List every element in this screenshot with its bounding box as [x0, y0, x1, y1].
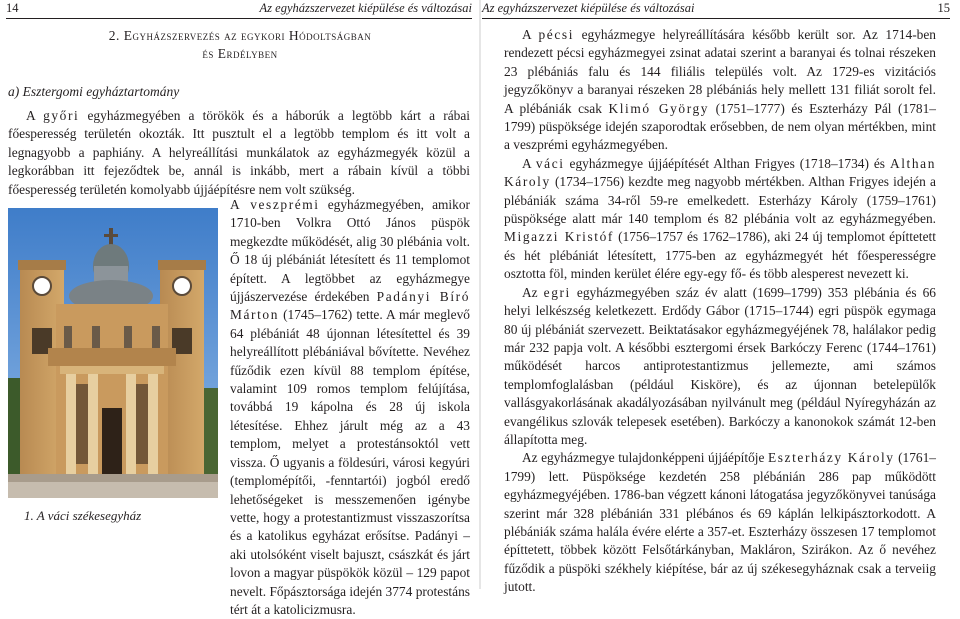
paragraph-vac: A váci egyházmegye újjáépítését Althan Frigyes (1718–1734) és Althan Károly (1734–1756) kezdte meg nagyobb mértékben. Althan Frigyes idején a plébániák száma 34-ről 59-re emelkedett. Esterházy Károly (1759–1761) püspöksége alatt már 140 templom és 82 plébánia volt az egyházmegyében. Migazzi Kristóf (1756–1757 és 1762–1786), aki 24 új templomot építtetett és hét plébániát létesített, 1775-ben az egyházmegyét hét főesperességre osztotta föl, minden kerület élére egy-egy fő- és több alesperest nevezett ki.: [504, 155, 936, 282]
left-running-header: [6, 0, 472, 19]
right-running-header: [482, 0, 950, 19]
paragraph-gyor: A győri egyházmegyében a törökök és a háborúk a legtöbb kárt a rábai főesperesség területén okozták. Itt pusztult el a legtöbb templom és itt volt a legnagyobb a paphiány. A helyreállítási munkálatok az egyházmegyék közül a legkorábban itt fejeződtek be, annál is inkább, mert a rábain kívül a többi főesperesség területén komolyabb újjáépítésre nem volt szükség.: [8, 108, 470, 197]
paragraph-eger: Az egri egyházmegyében száz év alatt (1699–1799) 353 plébánia és 66 helyi lelkészség keletkezett. Erdődy Gábor (1715–1744) egri püspök egymaga 80 új plébániát szervezett. Beiktatásakor egyházmegyéjének 78, halálakor pedig már 232 papja volt. A későbbi esztergomi érsek Barkóczy Ferenc (1744–1761) működését harcos antiprotestantizmus jellemezte, ami számos templomfoglalásban (például Kisköre), és az újonnan betelepülők vallásgyakorlásának akadályozásában nyilvánult meg (például Nyíregyházán az evangélikus szlovák telepesek esetében). Barkóczy a kanonokok számát 12-ben állapította meg.: [504, 284, 936, 447]
paragraph-pecs: A pécsi egyházmegye helyreállítására később került sor. Az 1714-ben rendezett pécsi egyházmegyei zsinat adatai szerint a baranyai és tolnai részeken 23 plébániás falu és 144 filiális település volt. Az 1729-es vizitációs jegyzőkönyv a baranyai részeken 28 plébániás hely mellett 131 filiát sorolt fel. A plébániák csak Klimó György (1751–1777) és Eszterházy Pál (1781–1799) püspöksége idején szaporodtak erősebben, de nem olyan mértékben, mint a veszprémi egyházmegyében.: [504, 27, 937, 153]
chapter-title-line-2: és Erdélyben: [202, 46, 278, 61]
left-running-title: Az egyházszervezet kiépülése és változásai: [259, 1, 472, 15]
figure-caption: 1. A váci székesegyház: [24, 508, 142, 523]
right-running-title: Az egyházszervezet kiépülése és változásai: [482, 1, 695, 15]
left-page: [0, 0, 480, 617]
right-text-column: [504, 26, 936, 597]
paragraph-eszterhazy: Az egyházmegye tulajdonképpeni újjáépítője Eszterházy Károly (1761–1799) lett. Püspöksége kezdetén 258 plébánián 286 pap működött egyházmegyéjében. 1786-ban végzett kánoni látogatása jegyzőkönyvei tanúsága szerint már 328 plébánián 331 plébános és 69 káplán lelkipásztorkodott. A plébániák száma halála évére elérte a 357-et. Eszterházy összesen 17 templomot építtetett, többek között Felsőtárkányban, Makláron, Szirákon. Az ő nevéhez fűződik a püspöki székhely kiépítése, bár az új székesegyháznak csak a terveiig jutott.: [504, 450, 936, 595]
section-subheading: a) Esztergomi egyháztartomány: [8, 84, 180, 99]
right-page: [480, 0, 960, 595]
right-page-number: 15: [937, 1, 950, 15]
paragraph-veszprem-wrap: A veszprémi egyházmegyében, amikor 1710-ben Volkra Ottó János püspök megkezdte működését, alig 30 plébánia volt. Ő 18 új plébániát létesített és 11 templomot épített. A legtöbbet az egyházmegye újjászervezése érdekében Padányi Bíró Márton (1745–1762) tette. A már meglevő 64 plébániát 48 újonnan létesítettel és 39 helyreállított plébániával bővítette. Nevéhez fűződik ezen kívül 88 templom építése, valamint 109 romos templom felújítása, továbbá 19 kápolna és 28 új iskola létesítése. Ehhez járult még az a 43 templom, melyet a protestánsoktól vett vissza. Ő ugyanis a földesúri, városi kegyúri (templomépítői, -fenntartói) jogból eredő lehetőségeket is messzemenően igénybe vette, hogy a protestantizmust visszaszorítsa és a katolikus egyházat erősítse. Padányi – aki utolsóként viselt bajuszt, császkát és járt lovon a magyar püspökök közül – 129 papot nevelt. Főpásztorsága idején 3774 protestáns tért át a katolicizmusra.: [230, 197, 471, 617]
chapter-title-line-1: 2. Egyházszervezés az egykori Hódoltságban: [108, 28, 372, 43]
left-page-number: 14: [6, 1, 19, 15]
vac-cathedral-photo: [8, 208, 218, 498]
